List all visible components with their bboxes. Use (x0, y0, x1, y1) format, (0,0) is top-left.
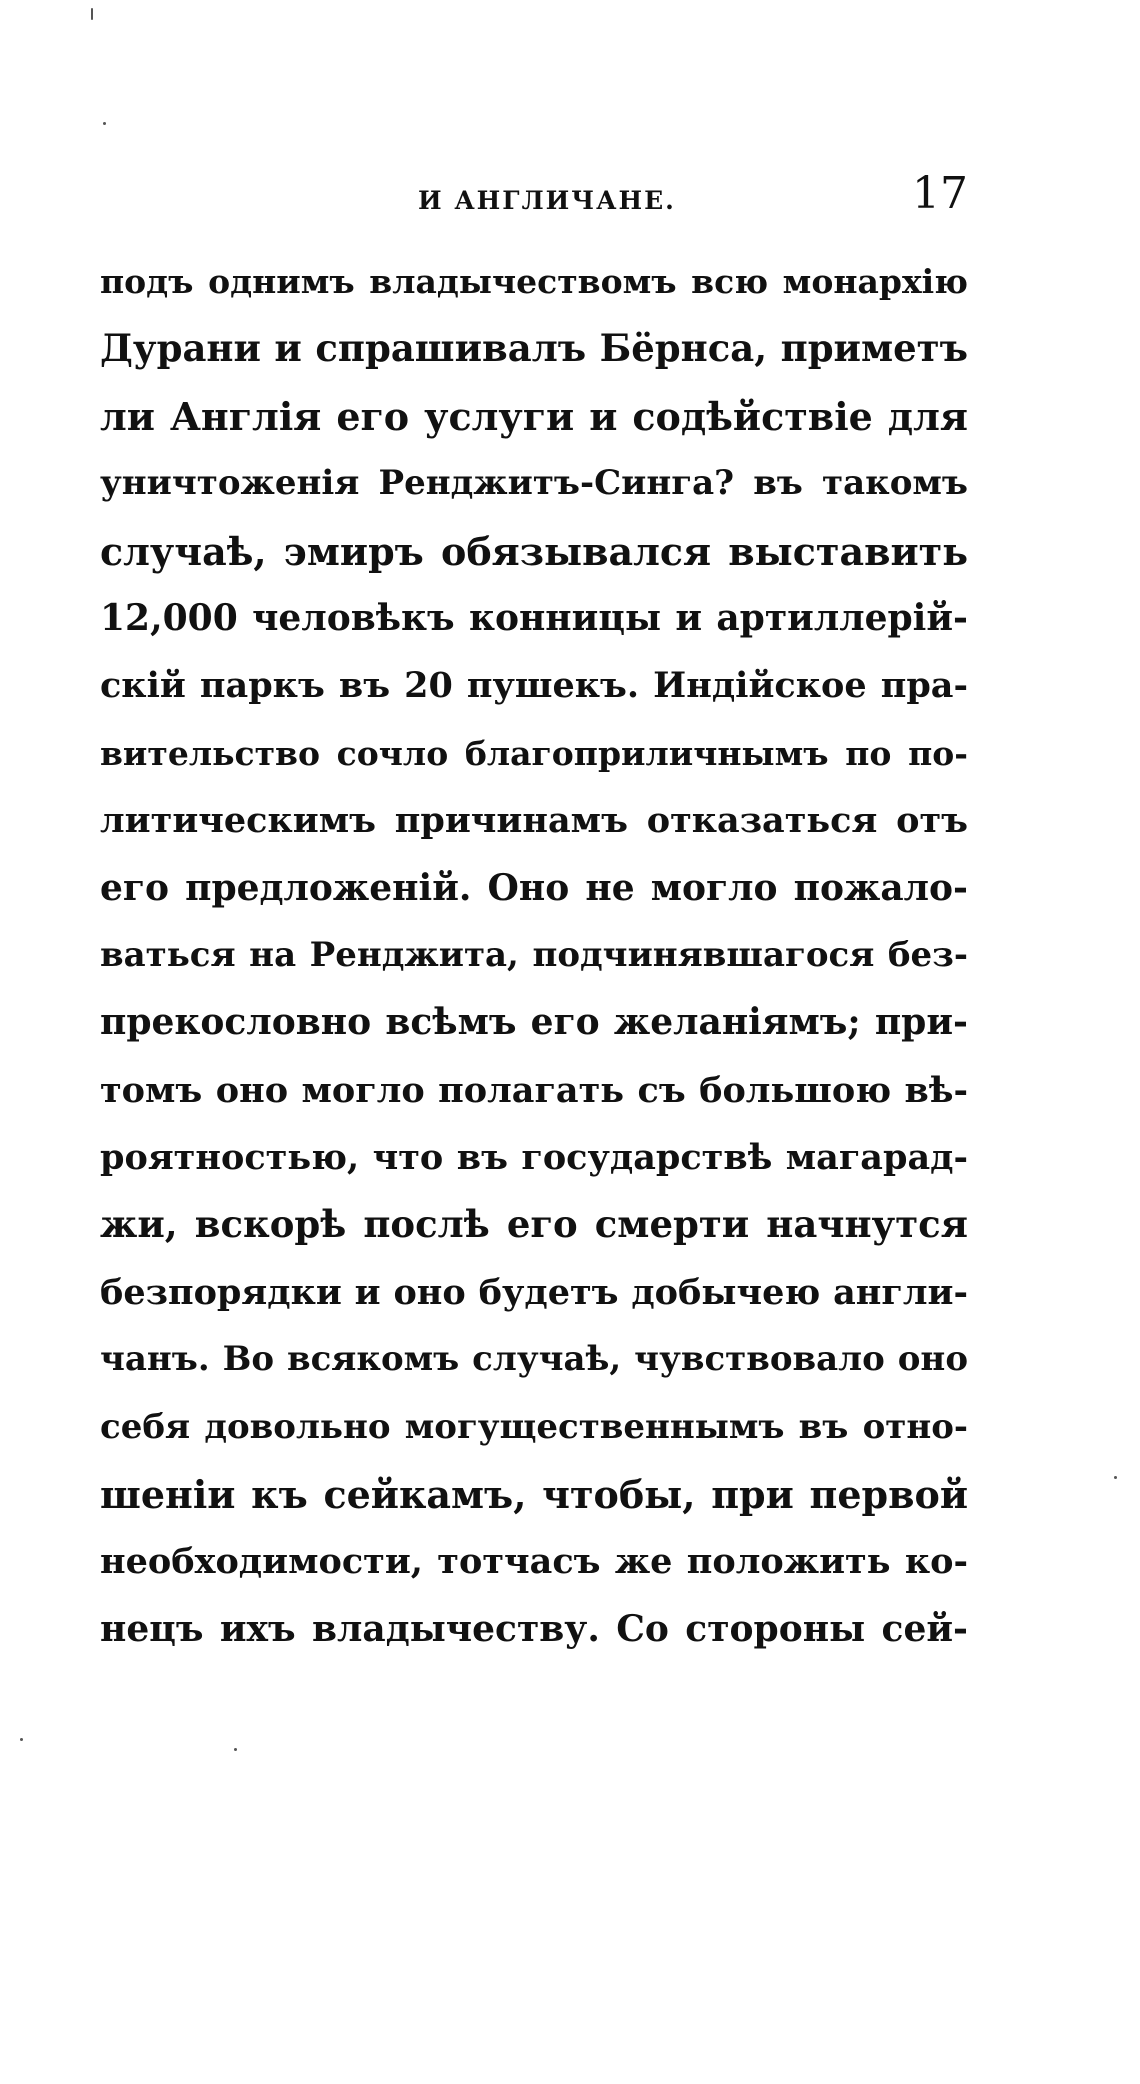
text-line: литическимъ причинамъ отказаться отъ (100, 800, 968, 842)
text-line: жи, вскорѣ послѣ его смерти начнутся (100, 1202, 968, 1247)
running-title: И АНГЛИЧАНЕ. (418, 186, 676, 215)
text-line: случаѣ, эмиръ обязывался выставить (100, 528, 968, 574)
text-line: роятностью, что въ государствѣ магарад- (100, 1137, 968, 1179)
body-text (100, 248, 968, 1663)
text-line: чанъ. Во всякомъ случаѣ, чувствовало оно (100, 1339, 968, 1380)
text-line: вительство сочло благоприличнымъ по по- (100, 733, 968, 773)
text-line: нецъ ихъ владычеству. Со стороны сей- (100, 1607, 968, 1650)
text-line: его предложеній. Оно не могло пожало- (100, 866, 968, 909)
text-line: томъ оно могло полагать съ большою вѣ- (100, 1069, 968, 1111)
text-line: 12,000 человѣкъ конницы и артиллерій- (100, 596, 968, 639)
text-line: подъ однимъ владычествомъ всю монархію (100, 262, 968, 301)
text-line: уничтоженія Ренджитъ-Синга? въ такомъ (100, 463, 968, 504)
text-line: прекословно всѣмъ его желаніямъ; при- (100, 1001, 968, 1044)
text-line: шеніи къ сейкамъ, чтобы, при первой (100, 1472, 968, 1518)
running-head (100, 168, 968, 228)
text-line: ли Англія его услуги и содѣйствіе для (100, 393, 968, 439)
scan-speck (103, 122, 106, 125)
scan-speck (20, 1738, 23, 1741)
scan-speck (1114, 1476, 1117, 1479)
text-line: себя довольно могущественнымъ въ отно- (100, 1406, 968, 1447)
text-line: ваться на Ренджита, подчинявшагося без- (100, 934, 968, 975)
scan-speck (91, 8, 93, 20)
text-line: Дурани и спрашивалъ Бёрнса, приметъ (100, 326, 968, 371)
page-number: 17 (912, 168, 968, 219)
scan-speck (234, 1748, 237, 1751)
text-line: необходимости, тотчасъ же положить ко- (100, 1541, 968, 1583)
text-line: безпорядки и оно будетъ добычею англи- (100, 1271, 968, 1313)
text-line: скій паркъ въ 20 пушекъ. Индійское пра- (100, 665, 968, 707)
